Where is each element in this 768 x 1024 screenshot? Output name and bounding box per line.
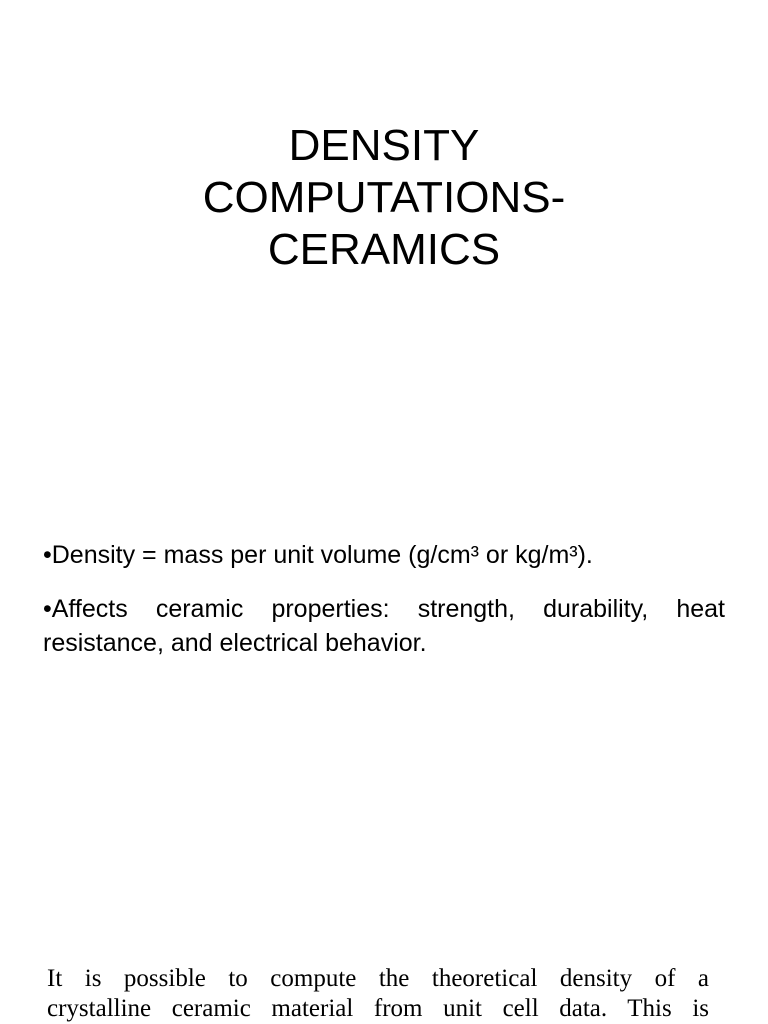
- body-paragraph-line-1: It is possible to compute the theoretical density of a: [47, 965, 709, 992]
- body-paragraph: [47, 964, 709, 1024]
- slide-title: [0, 120, 768, 276]
- body-paragraph-line-2: crystalline ceramic material from unit cell data. This is: [47, 995, 709, 1022]
- bullet-density-definition: •Density = mass per unit volume (g/cm³ or kg/m³).: [43, 541, 593, 569]
- bullet-list: [43, 538, 725, 680]
- slide-title-line-3: CERAMICS: [267, 225, 501, 274]
- slide-title-line-2: COMPUTATIONS-: [202, 173, 566, 222]
- slide-title-line-1: DENSITY: [288, 121, 480, 170]
- bullet-affects-properties: •Affects ceramic properties: strength, durability, heat resistance, and electrical behavior.: [43, 595, 725, 657]
